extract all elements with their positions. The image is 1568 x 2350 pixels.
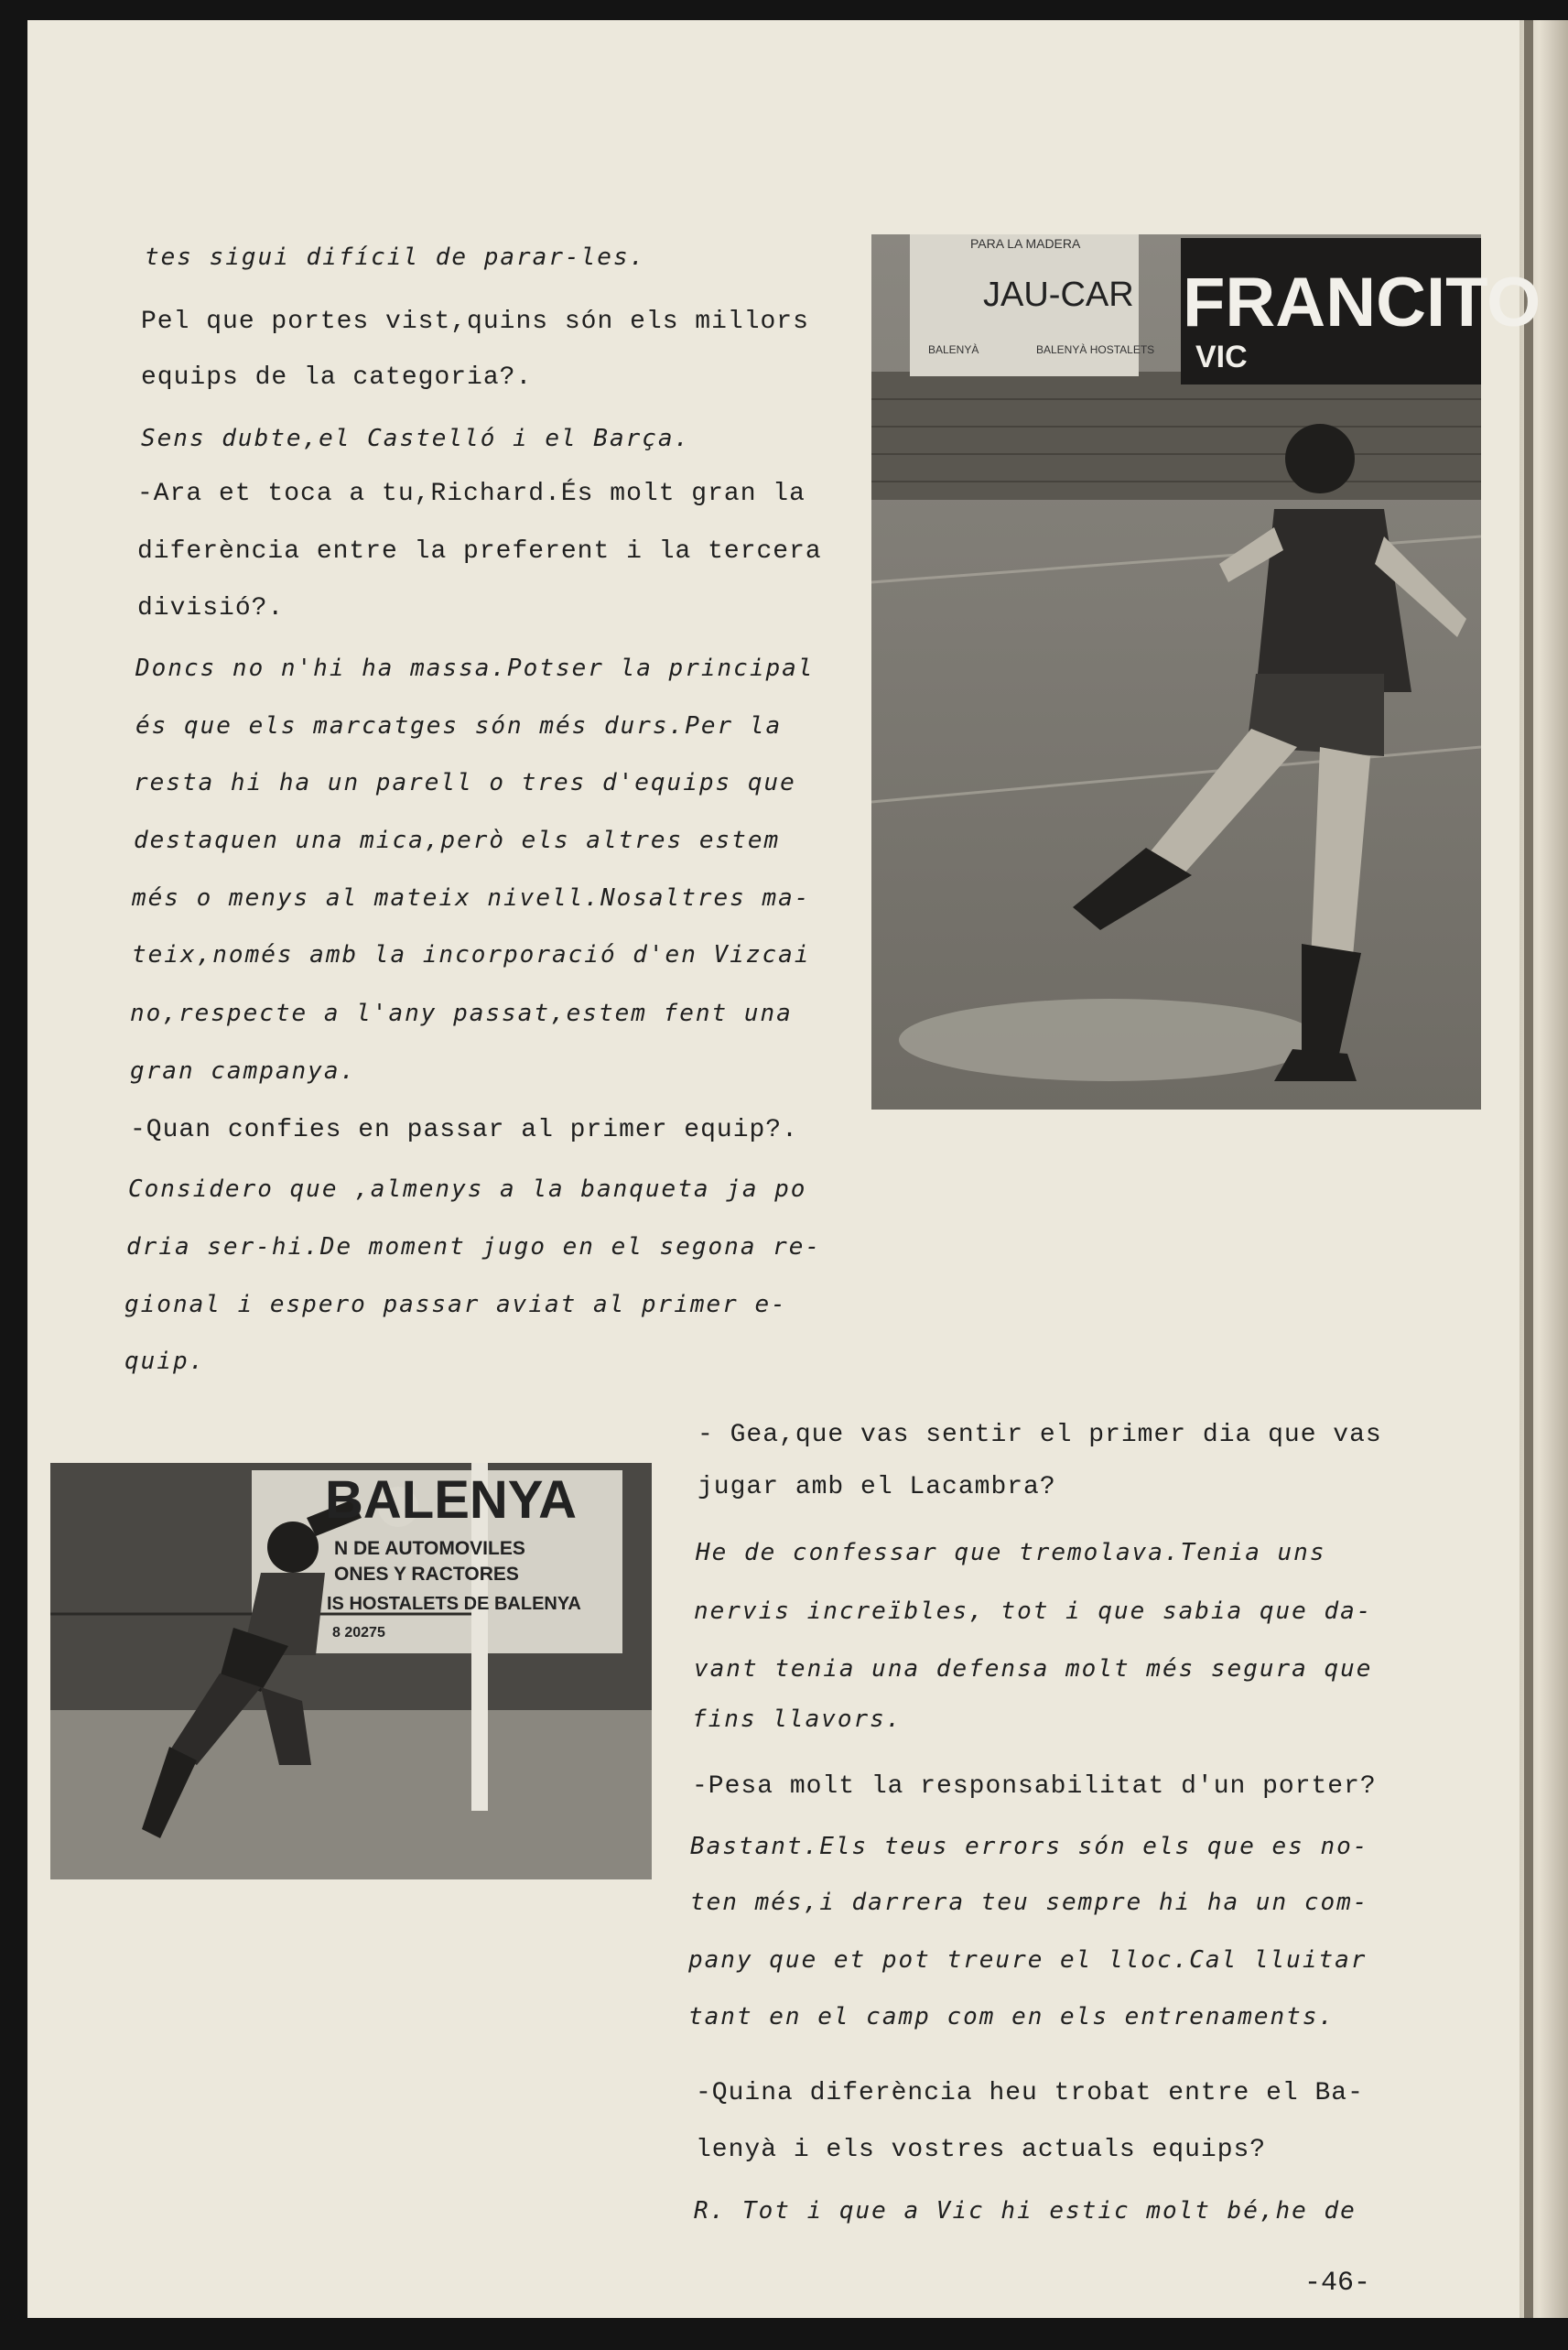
sign-line: N DE AUTOMOVILES: [334, 1538, 525, 1559]
text-line: -Pesa molt la responsabilitat d'un porter?: [692, 1772, 1377, 1801]
page-number: -46-: [1304, 2268, 1371, 2299]
binding-edge: [1524, 20, 1533, 2318]
text-line: no,respecte a l'any passat,estem fent una: [130, 1000, 793, 1027]
sign-small-left: BALENYÀ: [928, 343, 979, 356]
sign-small-right: BALENYÀ HOSTALETS: [1036, 343, 1155, 356]
text-line: -Quan confies en passar al primer equip?.: [130, 1116, 798, 1144]
text-line: és que els marcatges són més durs.Per la: [135, 712, 783, 740]
text-line: quip.: [124, 1348, 206, 1375]
text-line: Considero que ,almenys a la banqueta ja po: [128, 1175, 807, 1203]
sign-line: ONES Y RACTORES: [334, 1564, 519, 1585]
text-line: gional i espero passar aviat al primer e-: [124, 1291, 787, 1318]
text-line: -Ara et toca a tu,Richard.És molt gran la: [137, 480, 806, 508]
sign-jau-car: JAU-CAR: [983, 276, 1134, 314]
text-line: lenyà i els vostres actuals equips?: [696, 2136, 1267, 2164]
sign-line: IS HOSTALETS DE BALENYA: [327, 1594, 581, 1614]
text-line: Bastant.Els teus errors són els que es no-: [690, 1833, 1369, 1860]
text-line: divisió?.: [137, 594, 285, 623]
sign-small-top: PARA LA MADERA: [970, 236, 1081, 251]
photo-illustration: [50, 1463, 652, 1879]
text-line: Pel que portes vist,quins són els millors: [141, 308, 809, 336]
text-line: teix,només amb la incorporació d'en Vizcai: [132, 941, 811, 969]
banner-francito: FRANCITO: [1183, 264, 1541, 341]
text-line: destaquen una mica,però els altres estem: [134, 827, 781, 854]
text-line: resta hi ha un parell o tres d'equips que: [134, 769, 796, 796]
text-line: - Gea,que vas sentir el primer dia que vas: [697, 1421, 1382, 1449]
text-line: vant tenia una defensa molt més segura que: [694, 1655, 1373, 1683]
text-line: fins llavors.: [692, 1706, 903, 1733]
text-line: més o menys al mateix nivell.Nosaltres ma-: [132, 884, 811, 912]
text-line: nervis increïbles, tot i que sabia que da-: [694, 1597, 1373, 1625]
text-line: He de confessar que tremolava.Tenia uns: [696, 1539, 1326, 1566]
text-line: equips de la categoria?.: [141, 363, 533, 392]
text-line: Doncs no n'hi ha massa.Potser la principal: [135, 655, 815, 682]
photo-goalkeeper: [50, 1463, 652, 1879]
text-line: tant en el camp com en els entrenaments.: [688, 2003, 1336, 2031]
text-line: pany que et pot treure el lloc.Cal lluitar: [688, 1946, 1368, 1974]
photo-illustration: [871, 234, 1541, 1110]
text-line: tes sigui difícil de parar-les.: [145, 244, 646, 271]
photo-player-kicking: [871, 234, 1541, 1110]
text-line: R. Tot i que a Vic hi estic molt bé,he de: [694, 2197, 1357, 2225]
text-line: jugar amb el Lacambra?: [697, 1473, 1056, 1501]
text-line: Sens dubte,el Castelló i el Barça.: [141, 425, 691, 452]
banner-vic: VIC: [1195, 340, 1248, 374]
text-line: -Quina diferència heu trobat entre el Ba-: [696, 2079, 1364, 2107]
sign-balenya: BALENYA: [325, 1470, 578, 1530]
text-line: diferència entre la preferent i la tercera: [137, 537, 822, 566]
sign-phone: 8 20275: [332, 1625, 385, 1641]
text-line: gran campanya.: [130, 1057, 357, 1085]
text-line: dria ser-hi.De moment jugo en el segona re-: [126, 1233, 822, 1261]
text-line: ten més,i darrera teu sempre hi ha un com-: [690, 1889, 1369, 1916]
